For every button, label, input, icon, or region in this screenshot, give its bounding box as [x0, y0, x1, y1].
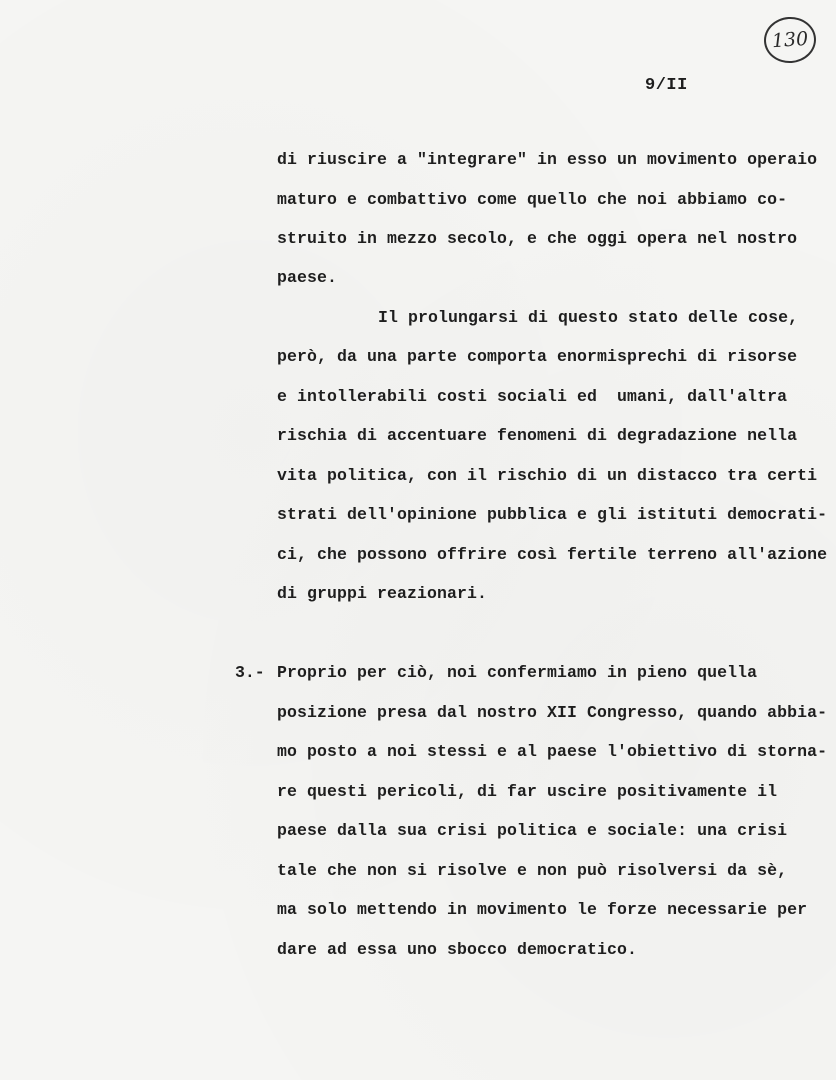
paragraph-2-line-1: Il prolungarsi di questo stato delle cose, [378, 308, 799, 327]
paragraph-2-line-2: però, da una parte comporta enormisprechi di risorse [277, 347, 798, 366]
paragraph-2-line-3: e intollerabili costi sociali ed umani, dall'altra [277, 387, 788, 406]
section-3-line-2: posizione presa dal nostro XII Congresso, quando abbia- [277, 703, 828, 722]
paragraph-1-line-1: di riuscire a "integrare" in esso un movimento operaio [277, 150, 818, 169]
section-3-line-5: paese dalla sua crisi politica e sociale: una crisi [277, 821, 788, 840]
section-3-line-7: ma solo mettendo in movimento le forze necessarie per [277, 900, 808, 919]
page-number: 9/II [645, 76, 688, 95]
archive-page-stamp: 130 [762, 15, 817, 65]
section-3-line-3: mo posto a noi stessi e al paese l'obiettivo di storna- [277, 742, 828, 761]
section-3-line-8: dare ad essa uno sbocco democratico. [277, 940, 638, 959]
section-3-line-4: re questi pericoli, di far uscire positivamente il [277, 782, 778, 801]
paragraph-2-line-8: di gruppi reazionari. [277, 584, 488, 603]
paragraph-1-line-2: maturo e combattivo come quello che noi abbiamo co- [277, 190, 788, 209]
section-number: 3.- [235, 663, 265, 682]
paragraph-2-line-4: rischia di accentuare fenomeni di degradazione nella [277, 426, 798, 445]
paragraph-2-line-5: vita politica, con il rischio di un distacco tra certi [277, 466, 818, 485]
section-3-line-6: tale che non si risolve e non può risolversi da sè, [277, 861, 788, 880]
paragraph-1-line-4: paese. [277, 268, 338, 287]
paragraph-2-line-7: ci, che possono offrire così fertile terreno all'azione [277, 545, 828, 564]
section-3-line-1: Proprio per ciò, noi confermiamo in pieno quella [277, 663, 758, 682]
paragraph-1-line-3: struito in mezzo secolo, e che oggi opera nel nostro [277, 229, 798, 248]
paragraph-2-line-6: strati dell'opinione pubblica e gli istituti democrati- [277, 505, 828, 524]
